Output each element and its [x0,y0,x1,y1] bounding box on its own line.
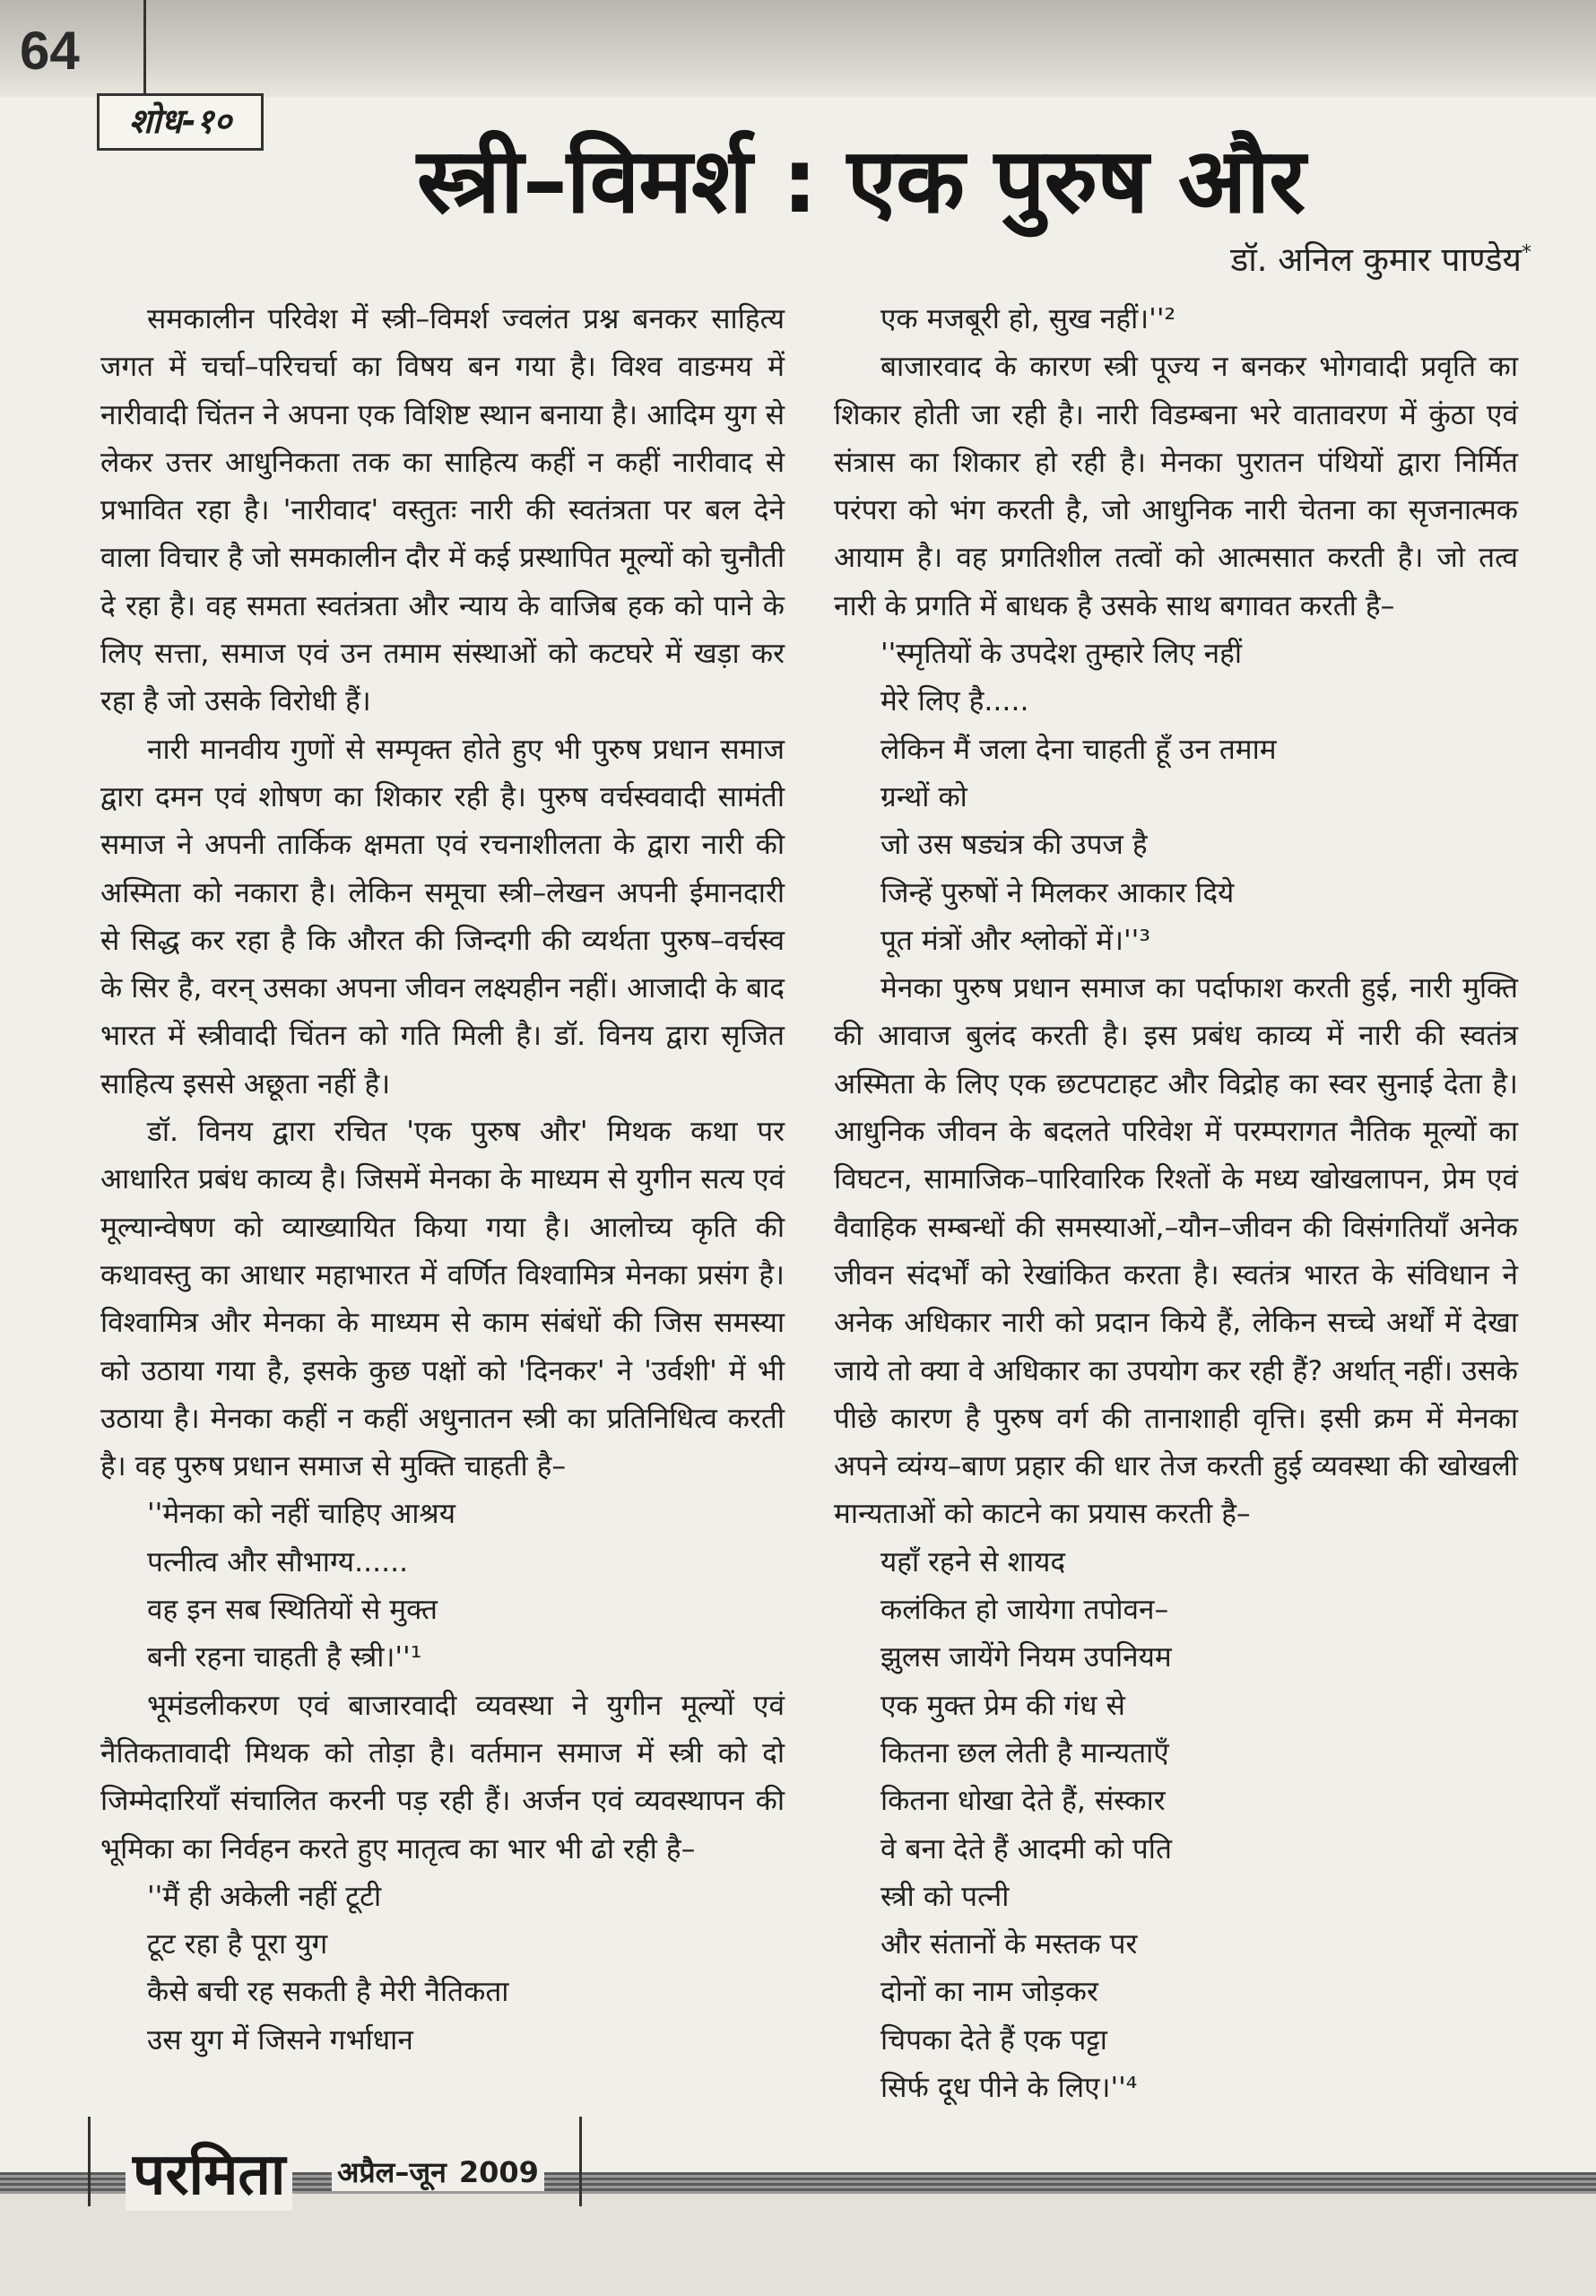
quote-line: जिन्हें पुरुषों ने मिलकर आकार दिये [880,876,1235,909]
paragraph: भूमंडलीकरण एवं बाजारवादी व्यवस्था ने युगीन मूल्यों एवं नैतिकतावादी मिथक को तोड़ा है। वर्तमान समाज में स्त्री को दो जिम्मेदारियाँ संचालित करनी पड़ रही हैं। अर्जन एवं व्यवस्थापन की भूमिका का निर्वहन करते हुए मातृत्व का भार भी ढो रही है– [100,1689,785,1866]
left-column [100,296,785,2065]
poem-quote [834,1539,1518,2113]
article-title: स्त्री–विमर्श : एक पुरुष और [416,128,1305,233]
poem-quote [834,631,1518,965]
quote-line: कलंकित हो जायेगा तपोवन– [880,1594,1169,1627]
paragraph: नारी मानवीय गुणों से सम्पृक्त होते हुए भी पुरुष प्रधान समाज द्वारा दमन एवं शोषण का शिकार रही है। पुरुष वर्चस्ववादी सामंती समाज ने अपनी तार्किक क्षमता एवं रचनाशीलता के द्वारा नारी की अस्मिता को नकारा है। लेकिन समूचा स्त्री–लेखन अपनी ईमानदारी से सिद्ध कर रहा है कि औरत की जिन्दगी की व्यर्थता पुरुष–वर्चस्व के सिर है, वरन् उसका अपना जीवन लक्ष्यहीन नहीं। आजादी के बाद भारत में स्त्रीवादी चिंतन को गति मिली है। डॉ. विनय द्वारा सृजित साहित्य इससे अछूता नहीं है। [100,733,785,1100]
poem-quote [100,1491,785,1682]
quote-line: ''मैं ही अकेली नहीं टूटी [147,1880,382,1913]
issue-info [332,2152,544,2191]
poem-quote-continued [834,296,1518,344]
quote-line: कितना छल लेती है मान्यताएँ [880,1736,1169,1770]
paragraph: मेनका पुरुष प्रधान समाज का पर्दाफाश करती हुई, नारी मुक्ति की आवाज बुलंद करती है। इस प्रबंध काव्य में नारी की स्वतंत्र अस्मिता के लिए एक छटपटाहट और विद्रोह का स्वर सुनाई देता है। आधुनिक जीवन के बदलते परिवेश में परम्परागत नैतिक मूल्यों का विघटन, सामाजिक–पारिवारिक रिश्तों के मध्य खोखलापन, प्रेम एवं वैवाहिक सम्बन्धों की समस्याओं,–यौन–जीवन की विसंगतियाँ अनेक जीवन संदर्भों को रेखांकित करता है। स्वतंत्र भारत के संविधान ने अनेक अधिकार नारी को प्रदान किये हैं, लेकिन सच्चे अर्थों में देखा जाये तो क्या वे अधिकार का उपयोग कर रही हैं? अर्थात् नहीं। उसके पीछे कारण है पुरुष वर्ग की तानाशाही वृत्ति। इसी क्रम में मेनका अपने व्यंग्य–बाण प्रहार की धार तेज करती हुई व्यवस्था की खोखली मान्यताओं को काटने का प्रयास करती है– [834,972,1518,1531]
quote-line: बनी रहना चाहती है स्त्री।''¹ [147,1641,422,1674]
header-band [0,0,1596,97]
quote-line: झुलस जायेंगे नियम उपनियम [880,1641,1172,1674]
page-number: 64 [20,21,80,81]
quote-line: पत्नीत्व और सौभाग्य...... [147,1545,409,1578]
author-footnote-mark: * [1522,241,1531,265]
poem-quote [100,1874,785,2065]
footer-divider-right [579,2117,582,2206]
right-column [834,296,1518,2112]
quote-line: यहाँ रहने से शायद [880,1545,1066,1578]
quote-line: कितना धोखा देते हैं, संस्कार [880,1785,1166,1818]
quote-line: ''स्मृतियों के उपदेश तुम्हारे लिए नहीं [880,638,1243,671]
quote-line: एक मुक्त प्रेम की गंध से [880,1689,1125,1722]
paragraph: समकालीन परिवेश में स्त्री–विमर्श ज्वलंत प्रश्न बनकर साहित्य जगत में चर्चा–परिचर्चा का विषय बन गया है। विश्व वाङमय में नारीवादी चिंतन ने अपना एक विशिष्ट स्थान बनाया है। आदिम युग से लेकर उत्तर आधुनिकता तक का साहित्य कहीं न कहीं नारीवाद से प्रभावित रहा है। 'नारीवाद' वस्तुतः नारी की स्वतंत्रता पर बल देने वाला विचार है जो समकालीन दौर में कई प्रस्थापित मूल्यों को चुनौती दे रहा है। वह समता स्वतंत्रता और न्याय के वाजिब हक को पाने के लिए सत्ता, समाज एवं उन तमाम संस्थाओं को कटघरे में खड़ा कर रहा है जो उसके विरोधी हैं। [100,303,785,718]
issue-months: अप्रैल–जून [337,2155,447,2189]
quote-line: मेरे लिए है..... [880,685,1029,718]
quote-line: टूट रहा है पूरा युग [147,1928,328,1961]
quote-line: वह इन सब स्थितियों से मुक्त [147,1594,438,1627]
issue-year: 2009 [458,2155,539,2189]
section-tag: शोध-१० [97,93,264,151]
author-byline [1230,235,1531,281]
quote-line: और संतानों के मस्तक पर [880,1928,1138,1961]
quote-line: चिपका देते हैं एक पट्टा [880,2023,1107,2057]
quote-line: सिर्फ दूध पीने के लिए।''⁴ [880,2071,1138,2104]
quote-line: दोनों का नाम जोड़कर [880,1976,1098,2009]
magazine-name: परमिता [126,2133,292,2211]
quote-line: ग्रन्थों को [880,780,967,813]
quote-line: उस युग में जिसने गर्भाधान [147,2023,413,2057]
paragraph: डॉ. विनय द्वारा रचित 'एक पुरुष और' मिथक कथा पर आधारित प्रबंध काव्य है। जिसमें मेनका के माध्यम से युगीन सत्य एवं मूल्यान्वेषण को व्याख्यायित किया गया है। आलोच्य कृति की कथावस्तु का आधार महाभारत में वर्णित विश्वामित्र मेनका प्रसंग है। विश्वामित्र और मेनका के माध्यम से काम संबंधों की जिस समस्या को उठाया गया है, इसके कुछ पक्षों को 'दिनकर' ने 'उर्वशी' में भी उठाया है। मेनका कहीं न कहीं अधुनातन स्त्री का प्रतिनिधित्व करती है। वह पुरुष प्रधान समाज से मुक्ति चाहती है– [100,1116,785,1483]
quote-line: जो उस षड्यंत्र की उपज है [880,829,1148,862]
quote-line: एक मजबूरी हो, सुख नहीं।''² [880,303,1176,335]
quote-line: पूत मंत्रों और श्लोकों में।''³ [880,924,1150,957]
paragraph: बाजारवाद के कारण स्त्री पूज्य न बनकर भोगवादी प्रवृति का शिकार होती जा रही है। नारी विडम्बना भरे वातावरण में कुंठा एवं संत्रास का शिकार हो रही है। मेनका पुरातन पंथियों द्वारा निर्मित परंपरा को भंग करती है, जो आधुनिक नारी चेतना का सृजनात्मक आयाम है। वह प्रगतिशील तत्वों को आत्मसात करती है। जो तत्व नारी के प्रगति में बाधक है उसके साथ बगावत करती है– [834,351,1518,622]
quote-line: वे बना देते हैं आदमी को पति [880,1832,1172,1866]
quote-line: लेकिन मैं जला देना चाहती हूँ उन तमाम [880,733,1277,766]
quote-line: कैसे बची रह सकती है मेरी नैतिकता [147,1976,509,2009]
author-name: डॉ. अनिल कुमार पाण्डेय [1230,240,1522,279]
footer-divider-left [88,2117,91,2206]
quote-line: स्त्री को पत्नी [880,1880,1010,1913]
quote-line: ''मेनका को नहीं चाहिए आश्रय [147,1498,455,1531]
